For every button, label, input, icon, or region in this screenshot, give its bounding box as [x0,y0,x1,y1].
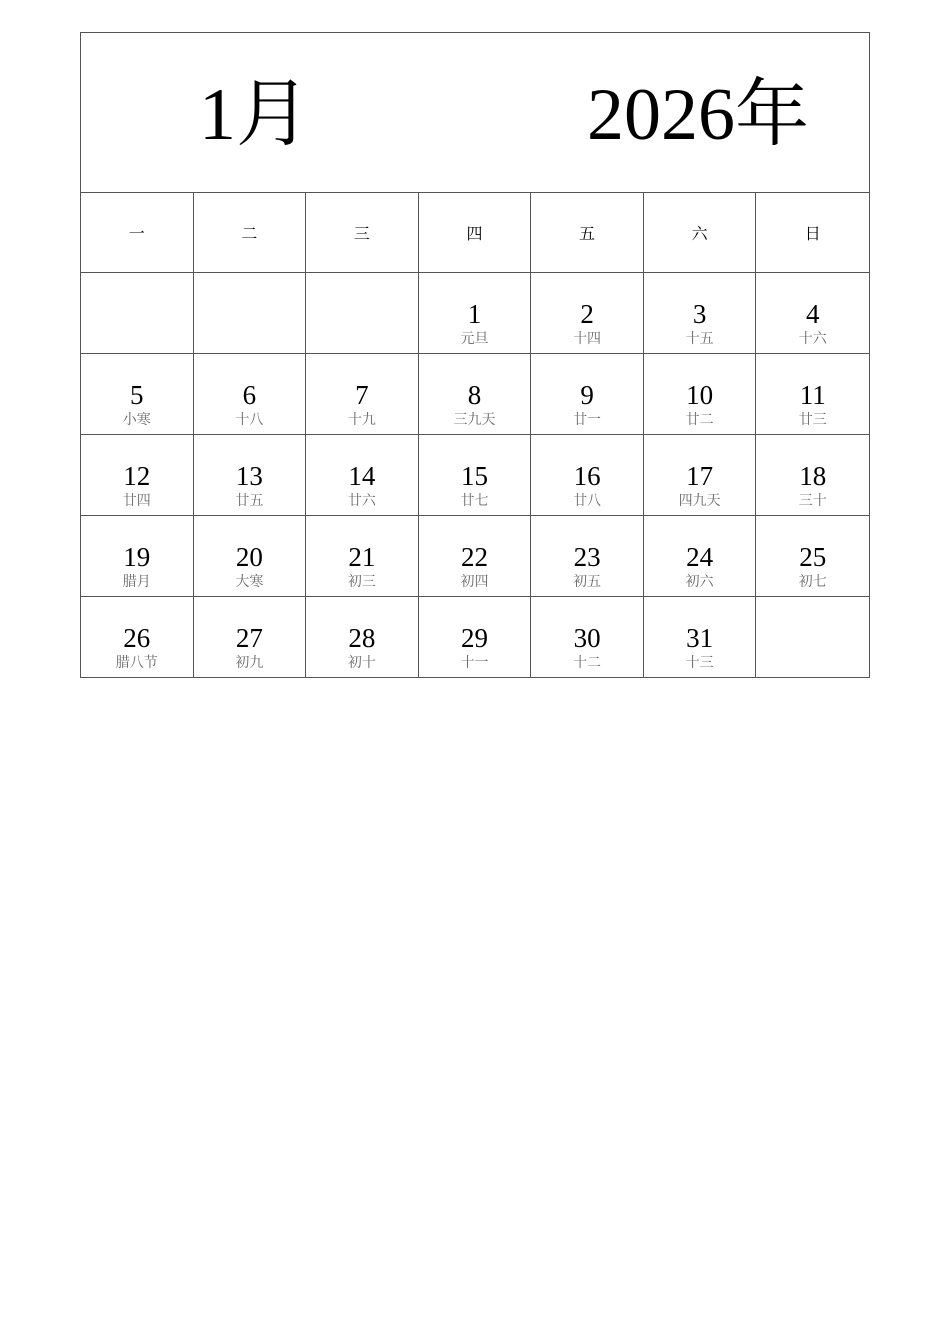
day-cell [644,516,757,596]
day-number: 23 [573,542,601,572]
day-number: 16 [573,461,601,491]
day-number: 12 [123,461,151,491]
day-number: 19 [123,542,151,572]
day-cell [644,597,757,677]
day-cell [306,597,419,677]
day-number: 27 [235,623,263,653]
day-cell [419,273,532,353]
lunar-date: 初十 [347,655,376,671]
day-number: 20 [235,542,263,572]
lunar-date: 廿三 [798,412,827,428]
day-cell [306,435,419,515]
lunar-date: 三九天 [453,412,496,428]
day-cell [194,354,307,434]
week-row-2 [81,354,869,435]
day-number: 14 [348,461,376,491]
lunar-date: 十二 [573,655,602,671]
lunar-date: 廿二 [685,412,714,428]
day-number: 2 [580,299,594,329]
week-row-1 [81,273,869,354]
day-cell [81,273,194,353]
day-cell [531,435,644,515]
lunar-date: 十六 [798,331,827,347]
lunar-date: 四九天 [678,493,721,509]
lunar-date: 十三 [685,655,714,671]
weekday-wednesday: 三 [306,193,419,272]
lunar-date: 初四 [460,574,489,590]
lunar-date: 廿五 [235,493,264,509]
day-cell [419,516,532,596]
day-cell [644,273,757,353]
lunar-date: 廿七 [460,493,489,509]
day-number: 6 [242,380,257,410]
lunar-date: 初三 [347,574,376,590]
weekday-friday: 五 [531,193,644,272]
week-row-5 [81,597,869,677]
weekday-header-row [81,193,869,273]
day-cell [306,273,419,353]
day-number: 17 [686,461,714,491]
day-number: 9 [580,380,594,410]
day-number: 28 [348,623,376,653]
day-cell [194,273,307,353]
lunar-date: 廿四 [122,493,151,509]
day-number: 26 [123,623,151,653]
weekday-monday: 一 [81,193,194,272]
lunar-date: 腊八节 [115,655,158,671]
day-cell [81,354,194,434]
day-number: 10 [686,380,714,410]
day-number: 29 [460,623,488,653]
day-number: 30 [573,623,601,653]
week-row-4 [81,516,869,597]
lunar-date: 元旦 [460,331,489,347]
day-number: 13 [235,461,263,491]
day-cell [756,354,869,434]
lunar-date: 初五 [573,574,602,590]
day-cell [306,516,419,596]
day-cell [756,597,869,677]
day-cell [756,516,869,596]
calendar [80,32,870,678]
day-number: 15 [460,461,488,491]
day-cell [531,273,644,353]
lunar-date: 腊月 [122,574,151,590]
day-cell [644,354,757,434]
lunar-date: 初六 [685,574,714,590]
day-cell [194,597,307,677]
lunar-date: 廿八 [573,493,602,509]
lunar-date: 十四 [573,331,602,347]
day-number: 18 [799,461,827,491]
lunar-date: 十一 [460,655,489,671]
lunar-date: 三十 [798,493,827,509]
day-number: 7 [355,380,369,410]
day-cell [531,597,644,677]
day-cell [419,597,532,677]
lunar-date: 廿一 [573,412,602,428]
lunar-date: 十五 [685,331,714,347]
day-cell [81,597,194,677]
day-cell [194,435,307,515]
day-number: 11 [799,380,826,410]
lunar-date: 十九 [347,412,376,428]
day-number: 31 [686,623,714,653]
day-number: 3 [692,299,707,329]
week-row-3 [81,435,869,516]
weekday-saturday: 六 [644,193,757,272]
lunar-date: 廿六 [347,493,376,509]
calendar-header [81,33,869,193]
lunar-date: 十八 [235,412,264,428]
month-title: 1月 [199,74,310,156]
weekday-sunday: 日 [804,224,821,243]
weekday-tuesday: 二 [194,193,307,272]
day-cell [531,354,644,434]
lunar-date: 小寒 [122,412,151,428]
lunar-date: 初七 [798,574,827,590]
day-number: 22 [460,542,488,572]
day-number: 24 [686,542,714,572]
day-cell [81,435,194,515]
day-number: 5 [130,380,144,410]
lunar-date: 大寒 [235,574,264,590]
day-number: 21 [348,542,376,572]
lunar-date: 初九 [235,655,264,671]
day-cell [756,435,869,515]
day-cell [306,354,419,434]
day-cell [531,516,644,596]
day-cell [419,435,532,515]
day-cell [81,516,194,596]
day-cell [756,273,869,353]
day-cell [194,516,307,596]
year-title: 2026年 [587,74,809,156]
day-cell [419,354,532,434]
day-number: 4 [805,299,820,329]
day-number: 25 [799,542,827,572]
day-number: 8 [467,380,482,410]
day-number: 1 [467,299,482,329]
weekday-thursday: 四 [419,193,532,272]
day-cell [644,435,757,515]
